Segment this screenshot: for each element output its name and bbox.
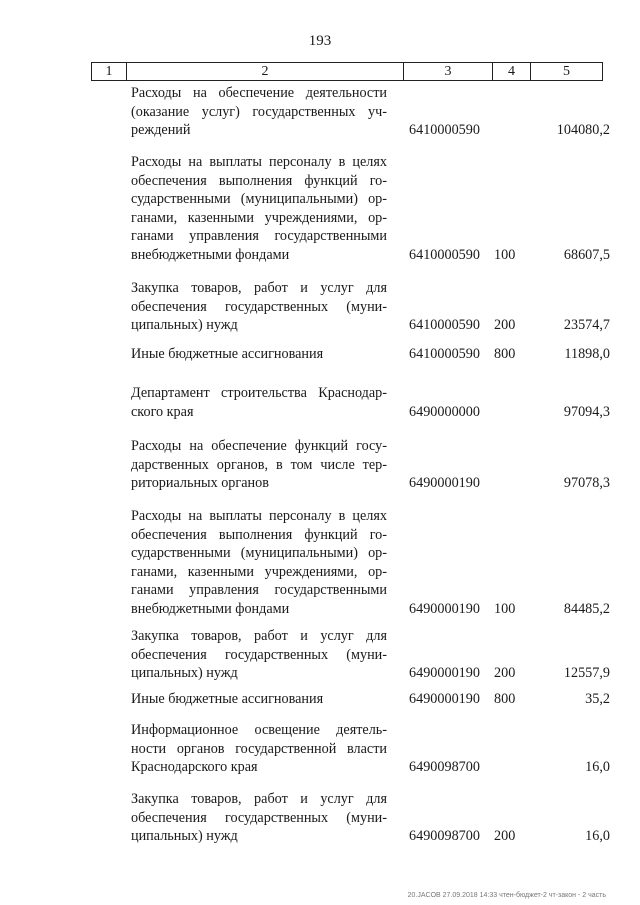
row-amount: 11898,0 bbox=[564, 346, 610, 362]
row-amount: 16,0 bbox=[585, 759, 610, 776]
row-description-line: ганами, казенными учреждениями, ор- bbox=[131, 209, 387, 226]
row-description-line: ципальных) нужд bbox=[131, 317, 238, 334]
row-description-line: обеспечения государственных (муни- bbox=[131, 298, 387, 315]
row-amount: 97094,3 bbox=[563, 403, 610, 420]
column-header-row bbox=[92, 63, 603, 81]
row-description bbox=[131, 790, 387, 846]
row-description-line: (оказание услуг) государственных уч- bbox=[131, 103, 387, 120]
row-description-line: ганами управления государственными bbox=[131, 228, 387, 245]
row-description bbox=[131, 721, 387, 777]
row-description bbox=[131, 627, 387, 683]
row-description-line: ципальных) нужд bbox=[131, 828, 238, 845]
row-target-code: 6410000590 bbox=[409, 346, 480, 362]
row-description-line: Расходы на обеспечение функций госу- bbox=[131, 438, 387, 454]
row-amount: 97078,3 bbox=[563, 475, 610, 492]
row-amount: 84485,2 bbox=[563, 601, 610, 617]
row-description bbox=[131, 690, 387, 709]
column-header-1: 1 bbox=[92, 63, 127, 81]
row-target-code: 6490000190 bbox=[409, 665, 480, 682]
column-header-5: 5 bbox=[531, 63, 603, 81]
row-description bbox=[131, 279, 387, 335]
row-expense-type: 800 bbox=[494, 346, 516, 362]
row-expense-type: 200 bbox=[494, 317, 516, 334]
row-target-code: 6490000190 bbox=[409, 475, 480, 492]
row-description-line: ности органов государственной власти bbox=[131, 740, 387, 757]
row-description-line: Расходы на выплаты персоналу в целях bbox=[131, 154, 387, 170]
row-target-code: 6490000190 bbox=[409, 691, 480, 707]
row-description-line: Информационное освещение деятель- bbox=[131, 722, 387, 738]
row-description-line: Иные бюджетные ассигнования bbox=[131, 691, 324, 707]
column-header-3: 3 bbox=[404, 63, 493, 81]
row-amount: 12557,9 bbox=[563, 665, 610, 682]
row-description-line: Департамент строительства Краснодар- bbox=[131, 385, 387, 401]
row-description-line: обеспечения государственных (муни- bbox=[131, 809, 387, 826]
row-description bbox=[131, 437, 387, 493]
row-description-line: ципальных) нужд bbox=[131, 665, 238, 682]
row-target-code: 6490098700 bbox=[409, 828, 480, 845]
row-description-line: обеспечения выполнения функций го- bbox=[131, 526, 387, 543]
row-amount: 35,2 bbox=[585, 691, 610, 707]
row-description bbox=[131, 345, 387, 364]
row-target-code: 6410000590 bbox=[409, 122, 480, 139]
row-expense-type: 200 bbox=[494, 665, 516, 682]
row-description-line: Иные бюджетные ассигнования bbox=[131, 346, 324, 362]
page-number: 193 bbox=[308, 33, 332, 49]
document-footer-stamp: 20.JACOB 27.09.2018 14:33 чтен-бюджет-2 чт-закон - 2 часть bbox=[407, 892, 606, 899]
row-description-line: реждений bbox=[131, 122, 191, 139]
row-expense-type: 800 bbox=[494, 691, 516, 707]
row-description bbox=[131, 384, 387, 421]
column-header-2: 2 bbox=[127, 63, 404, 81]
row-description-line: риториальных органов bbox=[131, 475, 269, 492]
row-description-line: Закупка товаров, работ и услуг для bbox=[131, 280, 387, 296]
row-description-line: дарственных органов, в том числе тер- bbox=[131, 456, 387, 473]
row-target-code: 6490000000 bbox=[409, 403, 480, 420]
row-description-line: обеспечения выполнения функций го- bbox=[131, 172, 387, 189]
row-description-line: ганами управления государственными bbox=[131, 582, 387, 599]
row-description-line: Закупка товаров, работ и услуг для bbox=[131, 628, 387, 644]
row-description-line: обеспечения государственных (муни- bbox=[131, 646, 387, 663]
row-amount: 16,0 bbox=[585, 828, 610, 845]
row-description-line: Краснодарского края bbox=[131, 759, 258, 776]
row-expense-type: 200 bbox=[494, 828, 516, 845]
row-description-line: Расходы на выплаты персоналу в целях bbox=[131, 508, 387, 524]
row-target-code: 6410000590 bbox=[409, 317, 480, 334]
row-description-line: Закупка товаров, работ и услуг для bbox=[131, 791, 387, 807]
row-description-line: ганами, казенными учреждениями, ор- bbox=[131, 563, 387, 580]
row-amount: 104080,2 bbox=[556, 122, 610, 139]
row-description bbox=[131, 84, 387, 140]
row-target-code: 6490000190 bbox=[409, 601, 480, 617]
row-expense-type: 100 bbox=[494, 247, 516, 263]
row-description bbox=[131, 153, 387, 265]
row-description bbox=[131, 507, 387, 619]
row-description-line: ского края bbox=[131, 403, 194, 420]
row-description-line: внебюджетными фондами bbox=[131, 246, 290, 263]
row-target-code: 6410000590 bbox=[409, 247, 480, 263]
row-description-line: сударственными (муниципальными) ор- bbox=[131, 545, 387, 562]
row-description-line: внебюджетными фондами bbox=[131, 600, 290, 617]
row-description-line: Расходы на обеспечение деятельности bbox=[131, 85, 387, 101]
column-header-table bbox=[91, 62, 603, 81]
row-expense-type: 100 bbox=[494, 601, 516, 617]
column-header-4: 4 bbox=[493, 63, 531, 81]
row-amount: 23574,7 bbox=[563, 317, 610, 334]
row-target-code: 6490098700 bbox=[409, 759, 480, 776]
row-amount: 68607,5 bbox=[563, 247, 610, 263]
row-description-line: сударственными (муниципальными) ор- bbox=[131, 191, 387, 208]
